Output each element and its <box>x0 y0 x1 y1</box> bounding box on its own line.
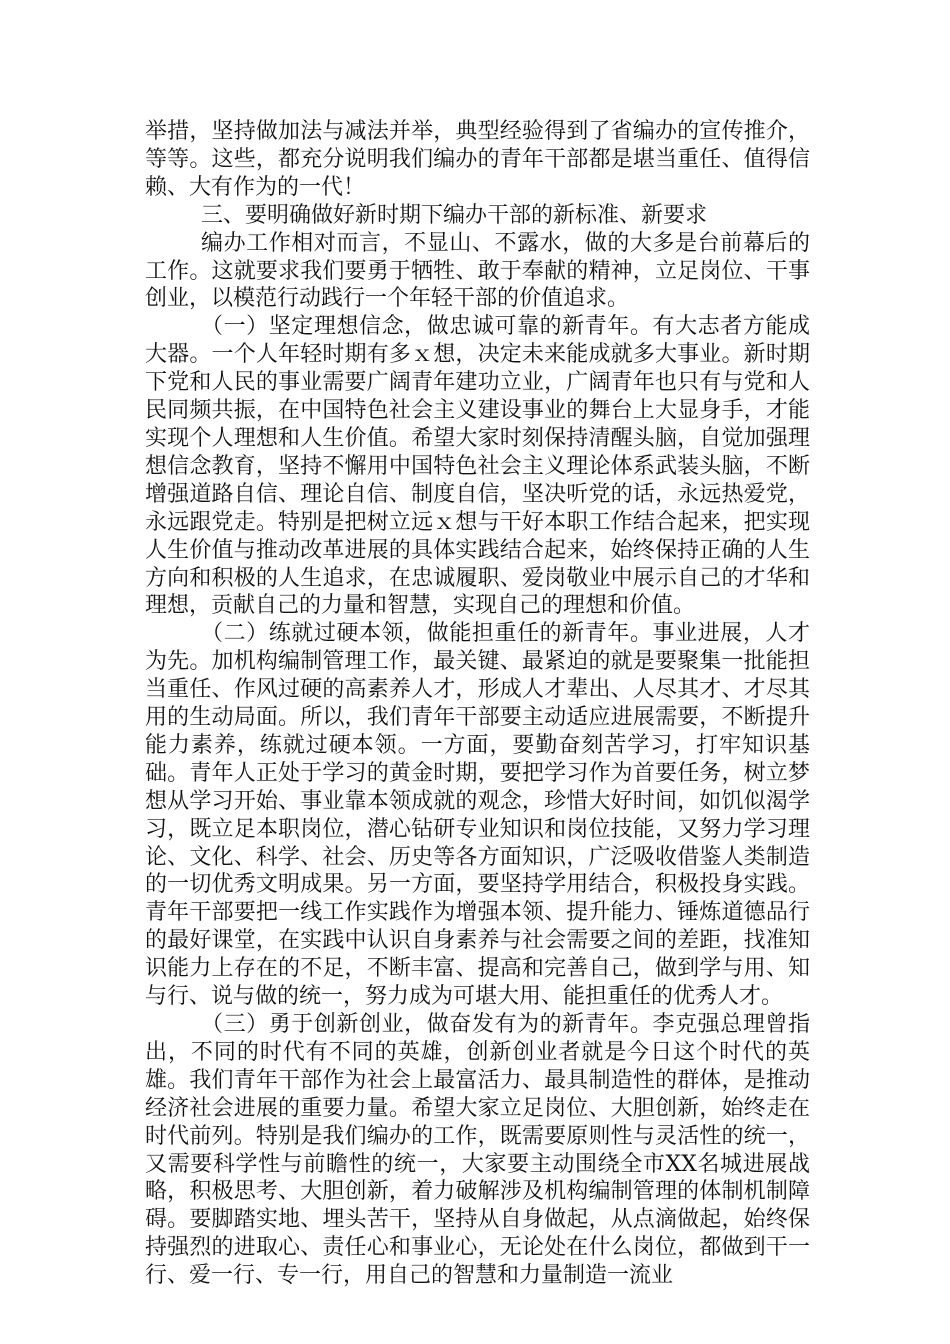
document-page <box>145 118 810 1290</box>
paragraph-point-two: （二）练就过硬本领，做能担重任的新青年。事业进展，人才为先。加机构编制管理工作，最关键、最紧迫的就是要聚集一批能担当重任、作风过硬的高素养人才，形成人才辈出、人尽其才、才尽其用的生动局面。所以，我们青年干部要主动适应进展需要，不断提升能力素养，练就过硬本领。一方面，要勤奋刻苦学习，打牢知识基础。青年人正处于学习的黄金时期，要把学习作为首要任务，树立梦想从学习开始、事业靠本领成就的观念，珍惜大好时间，如饥似渴学习，既立足本职岗位，潜心钻研专业知识和岗位技能，又努力学习理论、文化、科学、社会、历史等各方面知识，广泛吸收借鉴人类制造的一切优秀文明成果。另一方面，要坚持学用结合，积极投身实践。青年干部要把一线工作实践作为增强本领、提升能力、锤炼道德品行的最好课堂，在实践中认识自身素养与社会需要之间的差距，找准知识能力上存在的不足，不断丰富、提高和完善自己，做到学与用、知与行、说与做的统一，努力成为可堪大用、能担重任的优秀人才。 <box>145 621 810 1010</box>
paragraph-point-one: （一）坚定理想信念，做忠诚可靠的新青年。有大志者方能成大器。一个人年轻时期有多ｘ想，决定未来能成就多大事业。新时期下党和人民的事业需要广阔青年建功立业，广阔青年也只有与党和人民同频共振，在中国特色社会主义建设事业的舞台上大显身手，才能实现个人理想和人生价值。希望大家时刻保持清醒头脑，自觉加强理想信念教育，坚持不懈用中国特色社会主义理论体系武装头脑，不断增强道路自信、理论自信、制度自信，坚决听党的话，永远热爱党，永远跟党走。特别是把树立远ｘ想与干好本职工作结合起来，把实现人生价值与推动改革进展的具体实践结合起来，始终保持正确的人生方向和积极的人生追求，在忠诚履职、爱岗敬业中展示自己的才华和理想，贡献自己的力量和智慧，实现自己的理想和价值。 <box>145 314 810 619</box>
paragraph-continuation: 举措，坚持做加法与减法并举，典型经验得到了省编办的宣传推介，等等。这些，都充分说明我们编办的青年干部都是堪当重任、值得信赖、大有作为的一代！ <box>145 119 810 200</box>
paragraph-intro: 编办工作相对而言，不显山、不露水，做的大多是台前幕后的工作。这就要求我们要勇于牺牲、敢于奉献的精神，立足岗位、干事创业，以模范行动践行一个年轻干部的价值追求。 <box>145 230 810 312</box>
paragraph-point-three: （三）勇于创新创业，做奋发有为的新青年。李克强总理曾指出，不同的时代有不同的英雄，创新创业者就是今日这个时代的英雄。我们青年干部作为社会上最富活力、最具制造性的群体，是推动经济社会进展的重要力量。希望大家立足岗位、大胆创新，始终走在时代前列。特别是我们编办的工作，既需要原则性与灵活性的统一，又需要科学性与前瞻性的统一，大家要主动围绕全市XX名城进展战略，积极思考、大胆创新，着力破解涉及机构编制管理的体制机制障碍。要脚踏实地、埋头苦干，坚持从自身做起，从点滴做起，始终保持强烈的进取心、责任心和事业心，无论处在什么岗位，都做到干一行、爱一行、专一行，用自己的智慧和力量制造一流业 <box>145 1012 810 1289</box>
section-heading: 三、要明确做好新时期下编办干部的新标准、新要求 <box>201 202 708 228</box>
